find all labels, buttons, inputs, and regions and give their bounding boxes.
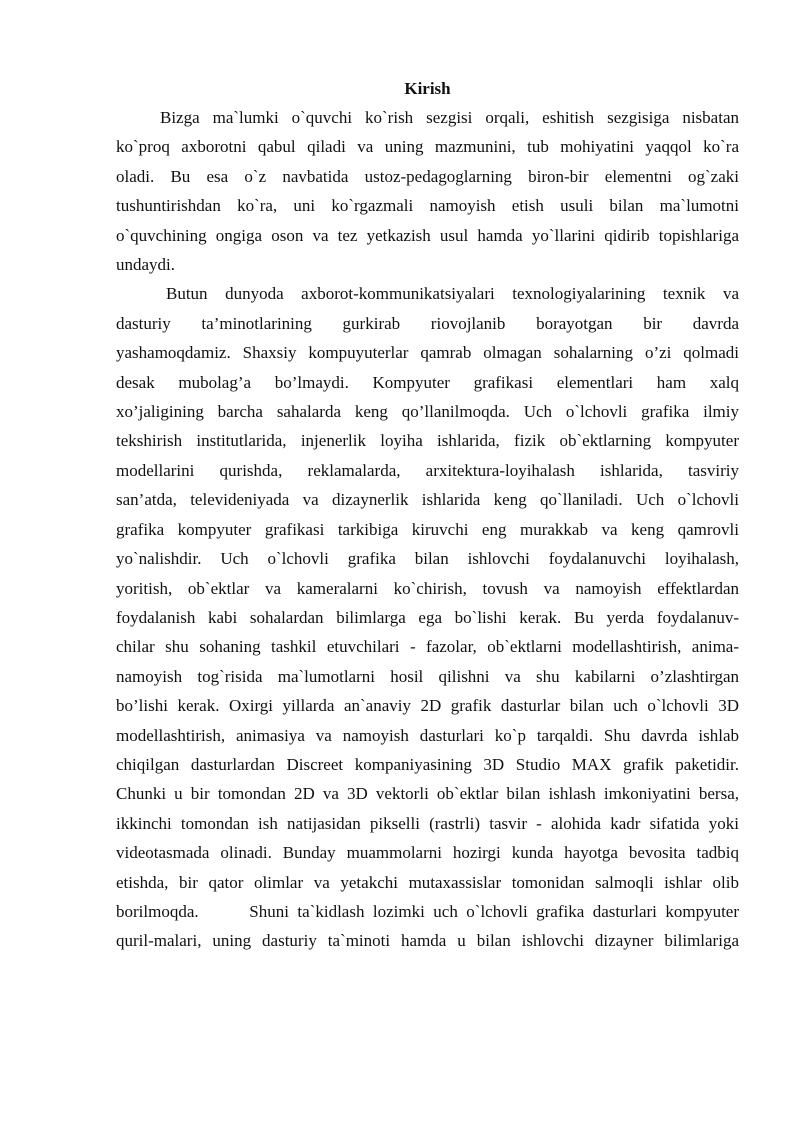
paragraph-line: tushuntirishdan ko`ra, uni ko`rgazmali namoyish etish usuli bilan ma`lumotni xyxy=(116,196,739,216)
paragraph-line: dasturiy ta’minotlarining gurkirab riovojlanib borayotgan bir davrda xyxy=(116,313,739,333)
paragraph-1 xyxy=(116,103,739,279)
paragraph-line: etishda, bir qator olimlar va yetakchi mutaxassislar tomonidan salmoqli ishlar olib xyxy=(116,872,739,892)
paragraph-line: san’atda, televideniyada va dizaynerlik ishlarida keng qo`llaniladi. Uch o`lchovli xyxy=(116,490,739,510)
paragraph-line: modellarini qurishda, reklamalarda, arxitektura-loyihalash ishlarida, tasviriy xyxy=(116,460,739,480)
line-text: Butun dunyoda axborot-kommunikatsiyalari texnologiyalarining texnik va xyxy=(166,284,739,304)
paragraph-line: ko`proq axborotni qabul qiladi va uning mazmunini, tub mohiyatini yaqqol ko`ra xyxy=(116,137,739,157)
paragraph-line: chiqilgan dasturlardan Discreet kompaniyasining 3D Studio MAX grafik paketidir. xyxy=(116,754,739,774)
paragraph-line: yo`nalishdir. Uch o`lchovli grafika bilan ishlovchi foydalanuvchi loyihalash, xyxy=(116,549,739,569)
paragraph-line xyxy=(116,279,739,308)
paragraph-line: yashamoqdamiz. Shaxsiy kompuyuterlar qamrab olmagan sohalarning o’zi qolmadi xyxy=(116,343,739,363)
paragraph-line: yoritish, ob`ektlar va kameralarni ko`chirish, tovush va namoyish effektlardan xyxy=(116,578,739,598)
paragraph-line: o`quvchining ongiga oson va tez yetkazish usul hamda yo`llarini qidirib topishlariga xyxy=(116,225,739,245)
paragraph-line: videotasmada olinadi. Bunday muammolarni hozirgi kunda hayotga bevosita tadbiq xyxy=(116,843,739,863)
paragraph-line: foydalanish kabi sohalardan bilimlarga ega bo`lishi kerak. Bu yerda foydalanuv- xyxy=(116,607,739,627)
paragraph-line: desak mubolag’a bo’lmaydi. Kompyuter grafikasi elementlari ham xalq xyxy=(116,372,739,392)
paragraph-line: bo’lishi kerak. Oxirgi yillarda an`anaviy 2D grafik dasturlar bilan uch o`lchovli 3D xyxy=(116,696,739,716)
paragraph-2 xyxy=(116,279,739,955)
line-text: Bizga ma`lumki o`quvchi ko`rish sezgisi orqali, eshitish sezgisiga nisbatan xyxy=(160,108,739,127)
paragraph-line: chilar shu sohaning tashkil etuvchilari - fazolar, ob`ektlarni modellashtirish, anima- xyxy=(116,637,739,657)
paragraph-line: modellashtirish, animasiya va namoyish dasturlari ko`p tarqaldi. Shu davrda ishlab xyxy=(116,725,739,745)
document-body xyxy=(116,74,739,956)
paragraph-line: Chunki u bir tomondan 2D va 3D vektorli ob`ektlar bilan ishlash imkoniyatini bersa, xyxy=(116,784,739,804)
paragraph-line: xo’jaligining barcha sahalarda keng qo’llanilmoqda. Uch o`lchovli grafika ilmiy xyxy=(116,402,739,422)
paragraph-line: oladi. Bu esa o`z navbatida ustoz-pedagoglarning biron-bir elementni og`zaki xyxy=(116,166,739,186)
page-title: Kirish xyxy=(404,79,451,98)
paragraph-line: undaydi. xyxy=(116,255,176,275)
paragraph-line: namoyish tog`risida ma`lumotlarni hosil qilishni va shu kabilarni o’zlashtirgan xyxy=(116,666,739,686)
paragraph-line: ikkinchi tomondan ish natijasidan pikselli (rastrli) tasvir - alohida kadr sifatida yoki xyxy=(116,813,739,833)
paragraph-line: grafika kompyuter grafikasi tarkibiga kiruvchi eng murakkab va keng qamrovli xyxy=(116,519,739,539)
paragraph-line: tekshirish institutlarida, injenerlik loyiha ishlarida, fizik ob`ektlarning kompyuter xyxy=(116,431,739,451)
paragraph-line: borilmoqda. Shuni ta`kidlash lozimki uch o`lchovli grafika dasturlari kompyuter xyxy=(116,901,739,921)
paragraph-line: quril-malari, uning dasturiy ta`minoti hamda u bilan ishlovchi dizayner bilimlariga xyxy=(116,931,739,951)
paragraph-line xyxy=(116,103,739,132)
